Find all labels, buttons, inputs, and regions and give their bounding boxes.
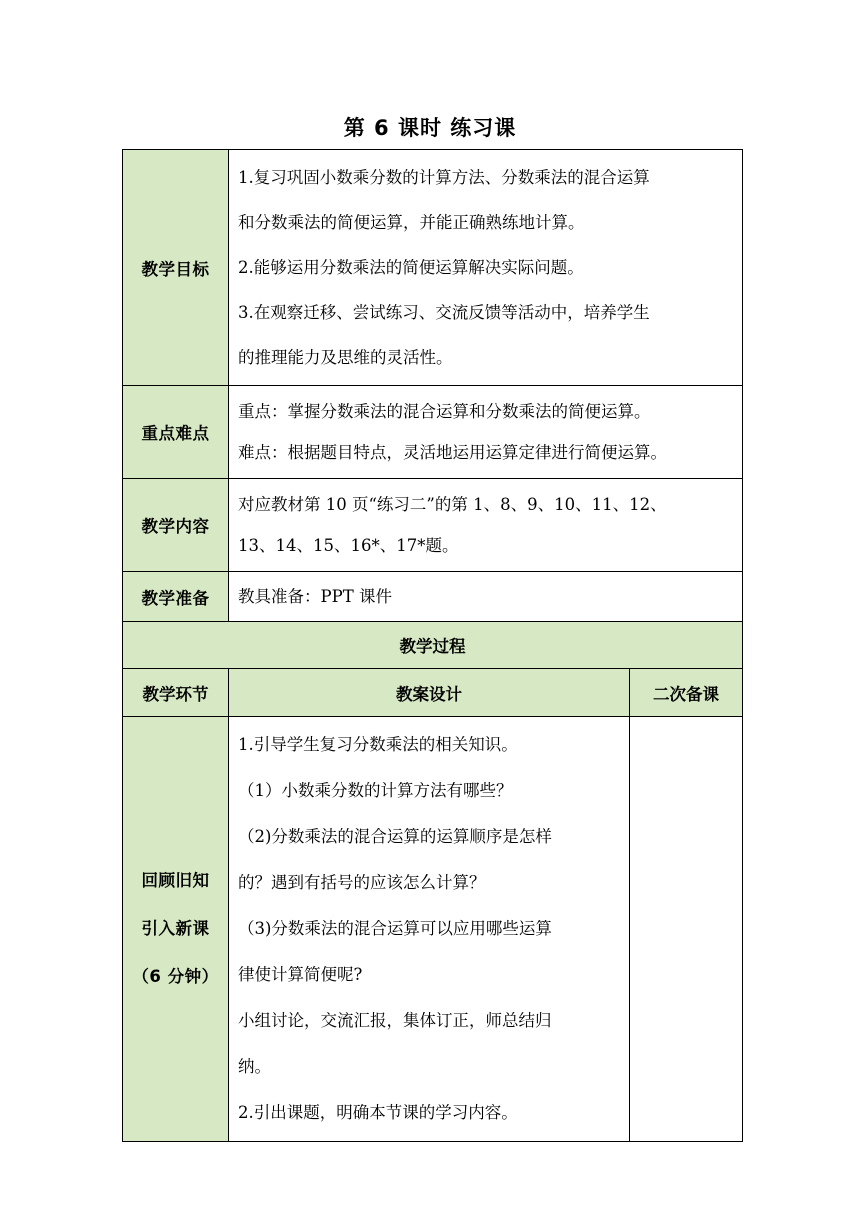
stage1-line: （2)分数乘法的混合运算的运算顺序是怎样 (238, 827, 552, 846)
stage1-label-line: （6 分钟） (132, 967, 219, 986)
preparation-label: 教学准备 (123, 572, 229, 622)
objectives-label: 教学目标 (123, 150, 229, 386)
column-second-prep: 二次备课 (630, 669, 743, 717)
stage1-line: （1）小数乘分数的计算方法有哪些？ (238, 781, 513, 800)
content-line: 对应教材第 10 页“练习二”的第 1、8、9、10、11、12、 (238, 495, 667, 514)
process-header-row (123, 622, 743, 669)
stage1-line: 小组讨论，交流汇报，集体订正，师总结归 (238, 1011, 552, 1030)
stage1-line: （3)分数乘法的混合运算可以应用哪些运算 (238, 919, 552, 938)
column-header-row (123, 669, 743, 717)
objectives-line: 的推理能力及思维的灵活性。 (238, 348, 453, 367)
stage1-label-line: 引入新课 (141, 919, 210, 938)
column-stage: 教学环节 (123, 669, 229, 717)
lesson-plan-table (122, 149, 743, 1142)
stage1-label (123, 717, 229, 1142)
stage1-design (229, 717, 630, 1142)
content-line: 13、14、15、16*、17*题。 (238, 536, 459, 555)
preparation-row (123, 572, 743, 622)
key-points-content (229, 386, 743, 479)
objectives-line: 1.复习巩固小数乘分数的计算方法、分数乘法的混合运算 (238, 168, 650, 187)
stage1-label-line: 回顾旧知 (141, 871, 210, 890)
objectives-line: 和分数乘法的简便运算，并能正确熟练地计算。 (238, 213, 585, 232)
process-header: 教学过程 (123, 622, 743, 669)
column-design: 教案设计 (229, 669, 630, 717)
difficult-point-line: 难点：根据题目特点，灵活地运用运算定律进行简便运算。 (238, 443, 667, 462)
stage1-second-prep (630, 717, 743, 1142)
objectives-row (123, 150, 743, 386)
lesson-title: 第 6 课时 练习课 (343, 116, 517, 140)
content-row (123, 479, 743, 572)
key-point-line: 重点：掌握分数乘法的混合运算和分数乘法的简便运算。 (238, 402, 651, 421)
content-label: 教学内容 (123, 479, 229, 572)
stage1-line: 律使计算简便呢? (238, 965, 363, 984)
key-points-row (123, 386, 743, 479)
objectives-line: 3.在观察迁移、尝试练习、交流反馈等活动中，培养学生 (238, 303, 650, 322)
content-text (229, 479, 743, 572)
objectives-line: 2.能够运用分数乘法的简便运算解决实际问题。 (238, 258, 584, 277)
stage1-line: 的？遇到有括号的应该怎么计算？ (238, 873, 486, 892)
stage1-line: 1.引导学生复习分数乘法的相关知识。 (238, 735, 518, 754)
preparation-text (229, 572, 743, 622)
objectives-content (229, 150, 743, 386)
stage1-line: 纳。 (238, 1057, 271, 1076)
key-points-label: 重点难点 (123, 386, 229, 479)
stage1-line: 2.引出课题，明确本节课的学习内容。 (238, 1103, 518, 1122)
preparation-line: 教具准备：PPT 课件 (238, 586, 392, 606)
stage1-row (123, 717, 743, 1142)
